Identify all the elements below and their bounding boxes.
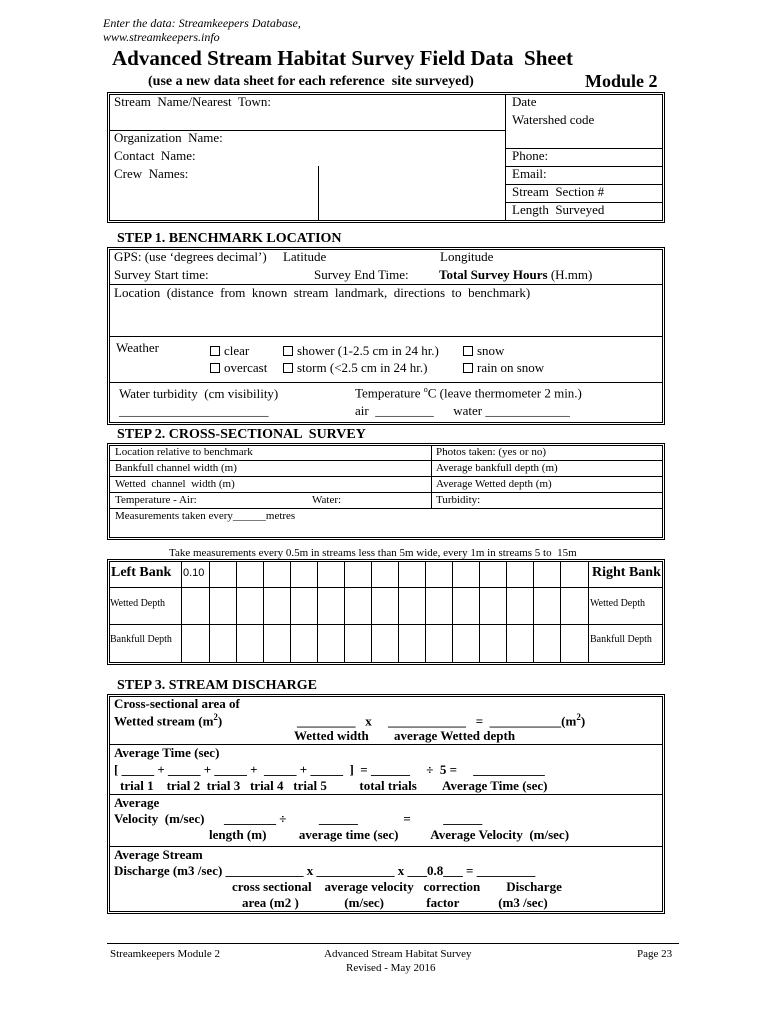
temp-water-field[interactable]: Water: (312, 494, 342, 506)
step3-heading: STEP 3. STREAM DISCHARGE (117, 678, 317, 693)
gps-latitude-field[interactable]: GPS: (use ‘degrees decimal’) Latitude (114, 249, 327, 264)
photos-taken-field[interactable]: Photos taken: (yes or no) (436, 446, 546, 458)
footer-left: Streamkeepers Module 2 (110, 948, 220, 960)
grid-column-line (263, 561, 264, 663)
page-subtitle: (use a new data sheet for each reference site surveyed) (148, 74, 474, 89)
stream-section-field[interactable]: Stream Section # (512, 184, 605, 199)
cross-section-label-2: Wetted stream $(m^2)$ (114, 712, 223, 729)
velocity-captions: length (m) average time (sec) Average Velocity (m/sec) (209, 827, 570, 842)
footer-rule (107, 943, 679, 944)
step1-heading: STEP 1. BENCHMARK LOCATION (117, 231, 342, 246)
wetted-width-caption: Wetted width (294, 728, 369, 743)
grid-column-line (181, 561, 182, 663)
step2-heading: STEP 2. CROSS-SECTIONAL SURVEY (117, 427, 366, 442)
checkbox-icon[interactable] (210, 346, 220, 356)
total-hours-label: Total Survey Hours (439, 267, 548, 282)
date-field[interactable]: Date (512, 94, 537, 109)
total-hours-unit: (H.mm) (547, 267, 593, 282)
trials-captions: trial 1 trial 2 trial 3 trial 4 trial 5 total trials Average Time (sec) (120, 778, 548, 793)
grid-column-line (479, 561, 480, 663)
wetted-width-field[interactable]: Wetted channel width (m) (115, 478, 235, 490)
grid-column-line (398, 561, 399, 663)
location-relative-field[interactable]: Location relative to benchmark (115, 446, 253, 458)
water-turbidity-label: Water turbidity (cm visibility) (119, 386, 279, 401)
grid-column-line (506, 561, 507, 663)
survey-end-field[interactable]: Survey End Time: (314, 267, 409, 282)
turbidity-field[interactable]: Turbidity: (436, 494, 481, 506)
average-velocity-label: Average (114, 795, 160, 810)
weather-snow[interactable]: snow (463, 344, 504, 359)
footer-title: Advanced Stream Habitat Survey (324, 948, 472, 960)
wetted-depth-label-right: Wetted Depth (590, 598, 646, 609)
weather-overcast[interactable]: overcast (210, 361, 267, 376)
grid-column-line (317, 561, 318, 663)
grid-column-line (290, 561, 291, 663)
phone-field[interactable]: Phone: (512, 148, 549, 163)
weather-clear[interactable]: clear (210, 344, 249, 359)
cross-section-label-1: Cross-sectional area of (114, 696, 240, 711)
watershed-code-field[interactable]: Watershed code (512, 112, 595, 127)
grid-column-line (452, 561, 453, 663)
first-measurement-cell[interactable]: 0.10 (183, 567, 205, 579)
measurements-every-field[interactable]: Measurements taken every______metres (115, 510, 296, 522)
weather-rain-on-snow[interactable]: rain on snow (463, 361, 544, 376)
bankfull-depth-label-right: Bankfull Depth (590, 634, 652, 645)
page-title: Advanced Stream Habitat Survey Field Data Sheet (112, 46, 574, 70)
wetted-depth-label: Wetted Depth (110, 598, 166, 609)
survey-start-field[interactable]: Survey Start time: (114, 267, 209, 282)
weather-label: Weather (116, 340, 159, 355)
weather-shower[interactable]: shower (1-2.5 cm in 24 hr.) (283, 344, 439, 359)
measurement-instruction: Take measurements every 0.5m in streams less than 5m wide, every 1m in streams 5 to 15m (169, 547, 577, 559)
footer-revised: Revised - May 2016 (346, 962, 436, 974)
discharge-formula[interactable]: Discharge (m3 /sec) ____________ x ____________ x ___0.8___ = _________ (114, 863, 536, 878)
checkbox-icon[interactable] (463, 346, 473, 356)
email-field[interactable]: Email: (512, 166, 547, 181)
grid-column-line (371, 561, 372, 663)
weather-storm[interactable]: storm (<2.5 cm in 24 hr.) (283, 361, 427, 376)
location-field[interactable]: Location (distance from known stream landmark, directions to benchmark) (114, 285, 531, 300)
right-bank-label: Right Bank (592, 565, 661, 580)
grid-column-line (560, 561, 561, 663)
avg-wetted-depth-caption: average Wetted depth (394, 728, 516, 743)
enter-data-line2: www.streamkeepers.info (103, 30, 220, 44)
avg-bankfull-depth-field[interactable]: Average bankfull depth (m) (436, 462, 558, 474)
checkbox-icon[interactable] (283, 363, 293, 373)
left-bank-label: Left Bank (111, 565, 172, 580)
grid-column-line (209, 561, 210, 663)
water-turbidity-input[interactable]: _______________________ (119, 403, 269, 418)
trials-formula[interactable]: [ _____ + _____ + _____ + _____ + _____ ] = ______ ÷ 5 = ___________ (114, 762, 545, 777)
grid-column-line (236, 561, 237, 663)
longitude-field[interactable]: Longitude (440, 249, 494, 264)
enter-data-line1: Enter the data: Streamkeepers Database, (103, 16, 301, 30)
grid-column-line (425, 561, 426, 663)
discharge-captions-2: area (m2 ) (m/sec) factor (m3 /sec) (242, 895, 548, 910)
stream-name-field[interactable]: Stream Name/Nearest Town: (114, 94, 271, 109)
grid-column-line (344, 561, 345, 663)
velocity-formula[interactable]: Velocity (m/sec) ________ ÷ ______ = ______ (114, 811, 483, 826)
temp-air-field[interactable]: Temperature - Air: (115, 494, 197, 506)
discharge-captions-1: cross sectional average velocity correction Discharge (232, 879, 562, 894)
checkbox-icon[interactable] (283, 346, 293, 356)
grid-column-line (533, 561, 534, 663)
checkbox-icon[interactable] (463, 363, 473, 373)
avg-wetted-depth-field[interactable]: Average Wetted depth (m) (436, 478, 552, 490)
bankfull-width-field[interactable]: Bankfull channel width (m) (115, 462, 237, 474)
grid-column-line (588, 561, 589, 663)
contact-name-field[interactable]: Contact Name: (114, 148, 196, 163)
module-label: Module 2 (585, 71, 658, 91)
checkbox-icon[interactable] (210, 363, 220, 373)
bankfull-depth-label: Bankfull Depth (110, 634, 172, 645)
total-hours-field[interactable] (439, 268, 592, 283)
crew-names-field[interactable]: Crew Names: (114, 166, 189, 181)
average-time-label: Average Time (sec) (114, 745, 220, 760)
temperature-label: Temperature $^o$C (leave thermometer 2 min.) (355, 385, 582, 401)
footer-page: Page 23 (637, 948, 673, 960)
average-discharge-label: Average Stream (114, 847, 203, 862)
cross-section-formula[interactable]: _________ x ____________ = $\_\_\_\_\_\_\_\_\_\_\_(m^2)$ (297, 712, 586, 729)
organization-field[interactable]: Organization Name: (114, 130, 223, 145)
length-surveyed-field[interactable]: Length Surveyed (512, 202, 605, 217)
air-water-temp-input[interactable]: air _________ water _____________ (355, 403, 570, 418)
